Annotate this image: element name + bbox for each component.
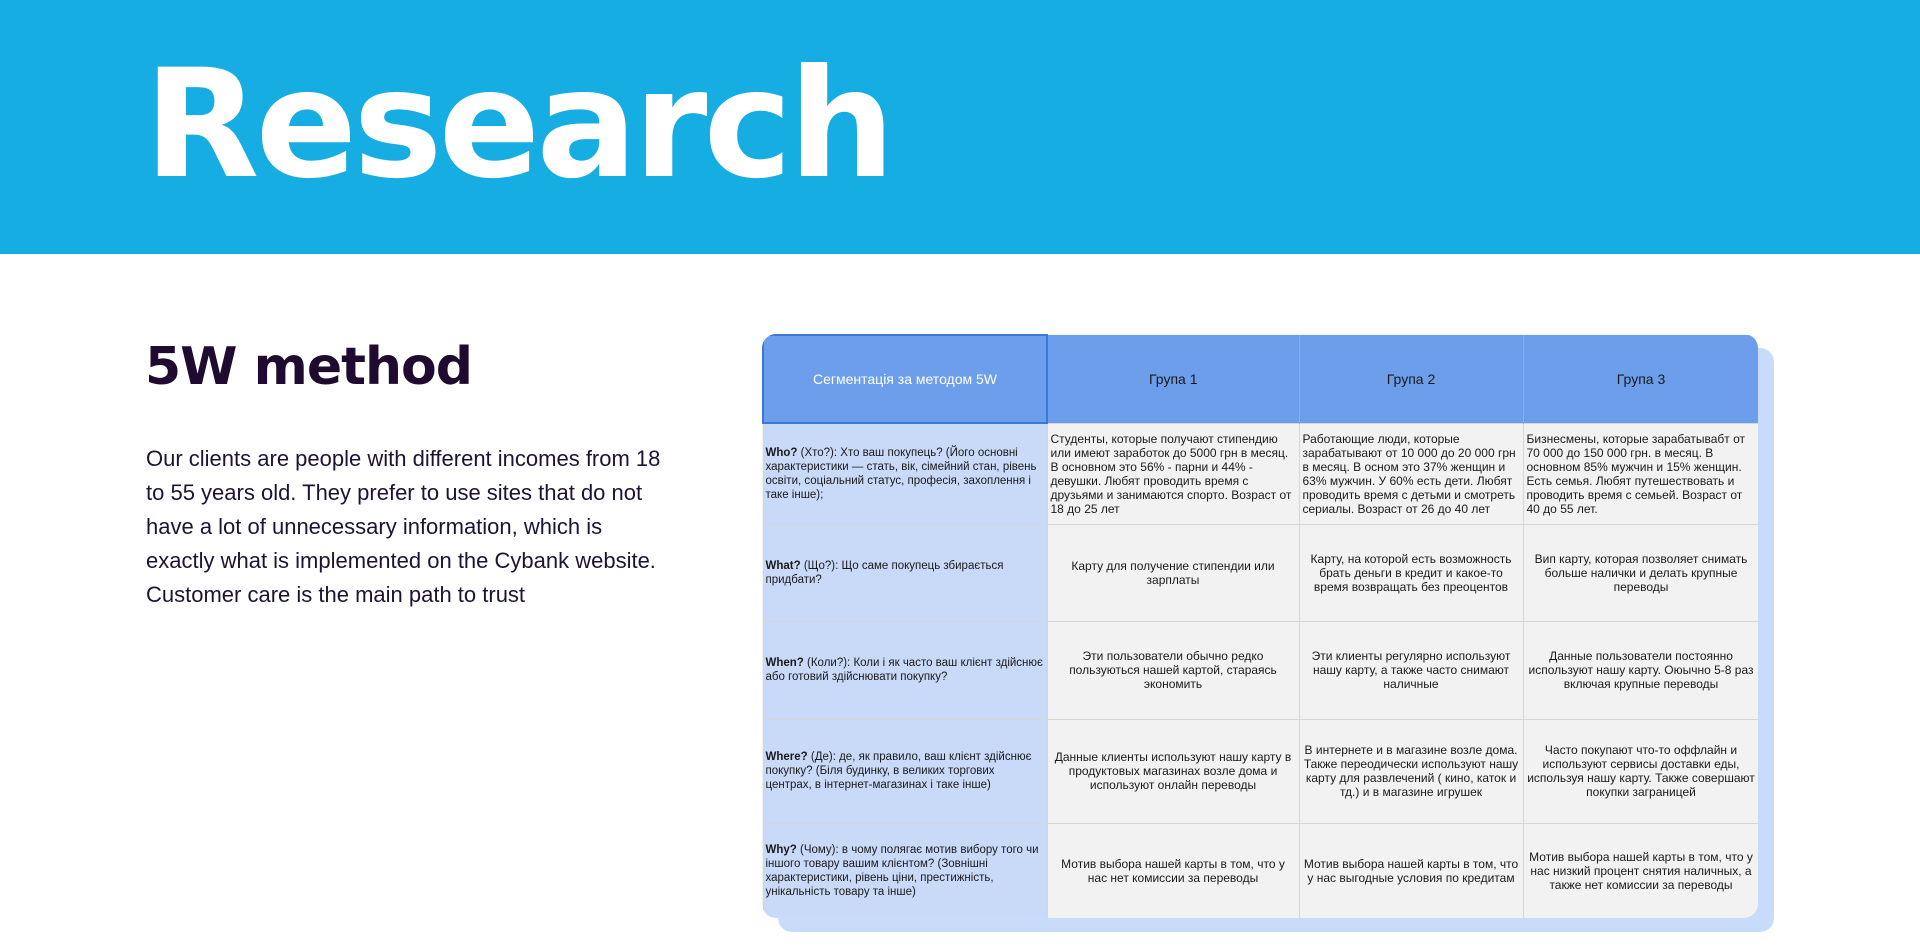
table-cell[interactable]: Мотив выбора нашей карты в том, что у нас низкий процент снятия наличных, а также нет комиссии за переводы <box>1523 823 1758 918</box>
table-cell[interactable]: В интернете и в магазине возле дома. Также переодически используют нашу карту для развлечений ( кино, каток и тд.) и в магазине игрушек <box>1299 719 1523 823</box>
table-row <box>763 524 1758 621</box>
table-cell[interactable]: Карту для получение стипендии или зарплаты <box>1047 524 1299 621</box>
question-cell[interactable] <box>763 423 1047 524</box>
section-body: Our clients are people with different incomes from 18 to 55 years old. They prefer to use sites that do not have a lot of unnecessary information, which is exactly what is implemented on the Cybank website. Customer care is the main path to trust <box>146 446 661 607</box>
question-text: (Що?): Що саме покупець збирається придбати? <box>765 559 1004 586</box>
table-row <box>763 823 1758 918</box>
question-keyword: What? <box>765 559 801 572</box>
question-text: (Коли?): Коли і як часто ваш клієнт здійснює або готовий здійснювати покупку? <box>765 657 1043 683</box>
question-text: (Чому): в чому полягає мотив вибору того чи іншого товару вашим клієнтом? (Зовнішні характеристики, рівень ціни, престижність, унікальність товару та інше) <box>765 844 1039 898</box>
table-row <box>763 423 1758 524</box>
hero-banner <box>0 0 1920 254</box>
section-title: 5W method <box>145 337 472 397</box>
table-row <box>763 621 1758 719</box>
table-cell[interactable]: Эти клиенты регулярно используют нашу карту, а также часто снимают наличные <box>1299 621 1523 719</box>
table-cell[interactable]: Данные пользователи постоянно используют нашу карту. Оюычно 5-8 раз включая крупные переводы <box>1523 621 1758 719</box>
segmentation-table <box>762 334 1758 918</box>
table-header-cell[interactable]: Сегментація за методом 5W <box>763 335 1047 423</box>
segmentation-table-card <box>762 334 1758 918</box>
table-header-cell[interactable]: Група 3 <box>1523 335 1758 423</box>
question-keyword: When? <box>765 657 804 669</box>
table-header-row <box>763 335 1758 423</box>
table-row <box>763 719 1758 823</box>
question-text: (Хто?): Хто ваш покупець? (Його основні характеристики — стать, вік, сімейний стан, рівень освіти, соціальний статус, професія, захоплення і таке інше); <box>765 446 1037 501</box>
table-header-cell[interactable]: Група 1 <box>1047 335 1299 423</box>
question-cell[interactable] <box>763 524 1047 621</box>
table-header-cell[interactable]: Група 2 <box>1299 335 1523 423</box>
page-title: Research <box>144 38 892 212</box>
table-cell[interactable]: Карту, на которой есть возможность брать деньги в кредит и какое-то время возвращать без преоцентов <box>1299 524 1523 621</box>
table-cell[interactable]: Вип карту, которая позволяет снимать больше налички и делать крупные переводы <box>1523 524 1758 621</box>
question-cell[interactable] <box>763 823 1047 918</box>
table-cell[interactable]: Данные клиенты используют нашу карту в продуктовых магазинах возле дома и используют онлайн переводы <box>1047 719 1299 823</box>
question-keyword: Where? <box>765 751 808 763</box>
table-cell[interactable]: Работающие люди, которые зарабатывают от 10 000 до 20 000 грн в месяц. В осном это 37% женщин и 63% мужчин. У 60% есть дети. Любят проводить время с детьми и смотреть сериалы. Возраст от 26 до 40 лет <box>1299 423 1523 524</box>
table-cell[interactable]: Эти пользователи обычно редко пользуються нашей картой, стараясь экономить <box>1047 621 1299 719</box>
question-cell[interactable] <box>763 719 1047 823</box>
table-cell[interactable]: Студенты, которые получают стипендию или имеют заработок до 5000 грн в месяц. В основном это 56% - парни и 44% - девушки. Любят проводить время с друзьями и занимаются спорто. Возраст от 18 до 25 лет <box>1047 423 1299 524</box>
question-cell[interactable] <box>763 621 1047 719</box>
table-cell[interactable]: Мотив выбора нашей карты в том, что у нас выгодные условия по кредитам <box>1299 823 1523 918</box>
table-cell[interactable]: Бизнесмены, которые зарабатывабт от 70 000 до 150 000 грн. в месяц. В основном 85% мужчин и 15% женщин. Есть семья. Любят путешествовать и проводить время с семьей. Возраст от 40 до 55 лет. <box>1523 423 1758 524</box>
question-keyword: Why? <box>765 844 797 856</box>
table-cell[interactable]: Мотив выбора нашей карты в том, что у нас нет комиссии за переводы <box>1047 823 1299 918</box>
question-text: (Де): де, як правило, ваш клієнт здійснює покупку? (Біля будинку, в великих торгових центрах, в інтернет-магазинах і таке інше) <box>765 751 1032 791</box>
question-keyword: Who? <box>765 446 798 459</box>
table-cell[interactable]: Часто покупают что-то оффлайн и используют сервисы доставки еды, используя нашу карту. Также совершают покупки заграницей <box>1523 719 1758 823</box>
